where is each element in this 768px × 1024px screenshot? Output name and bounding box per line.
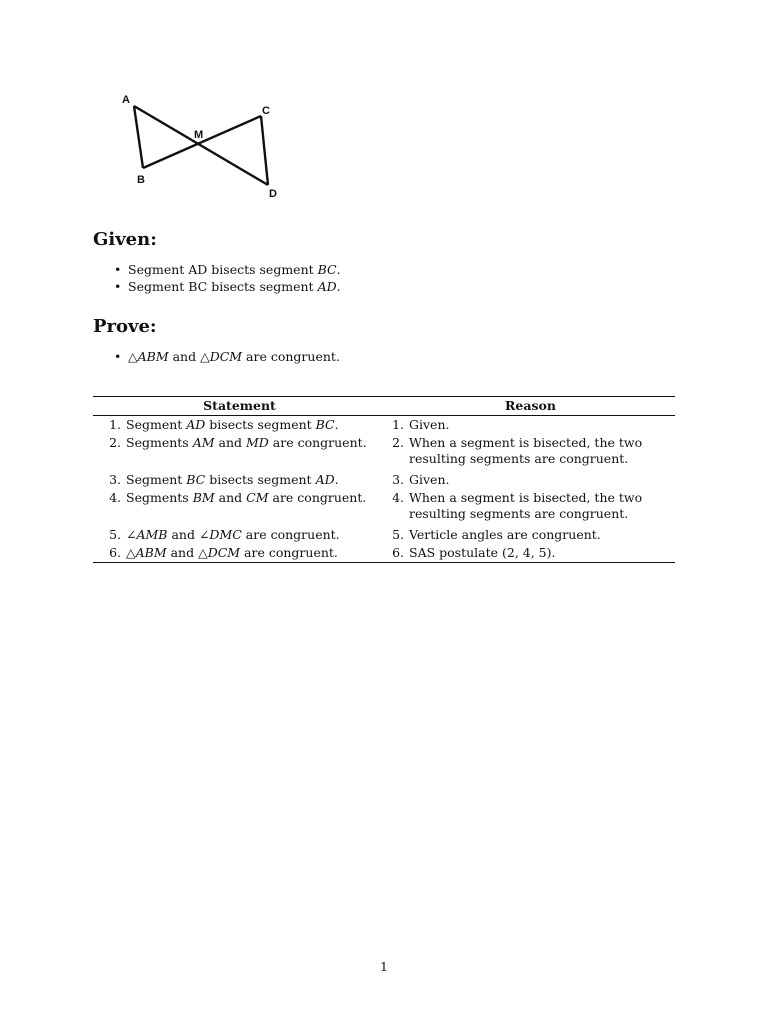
given-heading: Given: [93,229,157,250]
page-number: 1 [380,959,388,974]
row-number: 3. [392,472,404,487]
row-number: 6. [392,545,404,560]
prove-item: • △ABM and △DCM are congruent. [112,349,340,366]
prove-list [112,349,340,366]
proof-row [93,416,675,435]
row-number: 3. [109,472,121,487]
segment-cd [261,116,268,185]
statement-text: Segment AD bisects segment BC. [126,417,339,432]
label-a: A [122,94,130,106]
statement-text: Segments AM and MD are congruent. [126,435,367,450]
bowtie-triangles-figure [112,88,292,204]
proof-row [93,526,675,544]
reason-text: When a segment is bisected, the two resulting segments are congruent. [409,490,643,521]
statement-text: Segment BC bisects segment AD. [126,472,339,487]
label-b: B [137,174,145,186]
row-number: 2. [392,435,404,450]
row-number: 4. [392,490,404,505]
reason-text: When a segment is bisected, the two resulting segments are congruent. [409,435,643,466]
proof-row [93,471,675,489]
segment-bc [143,116,261,168]
prove-heading: Prove: [93,316,157,337]
row-number: 5. [109,527,121,542]
given-item: • Segment AD bisects segment BC. [112,262,341,279]
statement-header: Statement [93,397,386,416]
segment-ad [134,106,268,185]
reason-text: Given. [409,417,450,432]
statement-text: Segments BM and CM are congruent. [126,490,367,505]
reason-header: Reason [386,397,675,416]
reason-text: Verticle angles are congruent. [409,527,601,542]
row-number: 5. [392,527,404,542]
given-item: • Segment BC bisects segment AD. [112,279,341,296]
label-m: M [194,129,204,141]
reason-text: SAS postulate (2, 4, 5). [409,545,556,560]
label-c: C [262,105,270,117]
row-number: 4. [109,490,121,505]
segment-ab [134,106,143,168]
given-list [112,262,341,295]
row-number: 6. [109,545,121,560]
statement-text: △ABM and △DCM are congruent. [126,545,338,560]
proof-row [93,434,675,471]
statement-text: ∠AMB and ∠DMC are congruent. [126,527,340,542]
proof-header-row [93,397,675,416]
row-number: 1. [109,417,121,432]
row-number: 2. [109,435,121,450]
proof-table [93,396,675,563]
proof-row [93,489,675,526]
reason-text: Given. [409,472,450,487]
figure-svg [112,88,292,204]
row-number: 1. [392,417,404,432]
label-d: D [269,188,277,200]
proof-row [93,544,675,563]
